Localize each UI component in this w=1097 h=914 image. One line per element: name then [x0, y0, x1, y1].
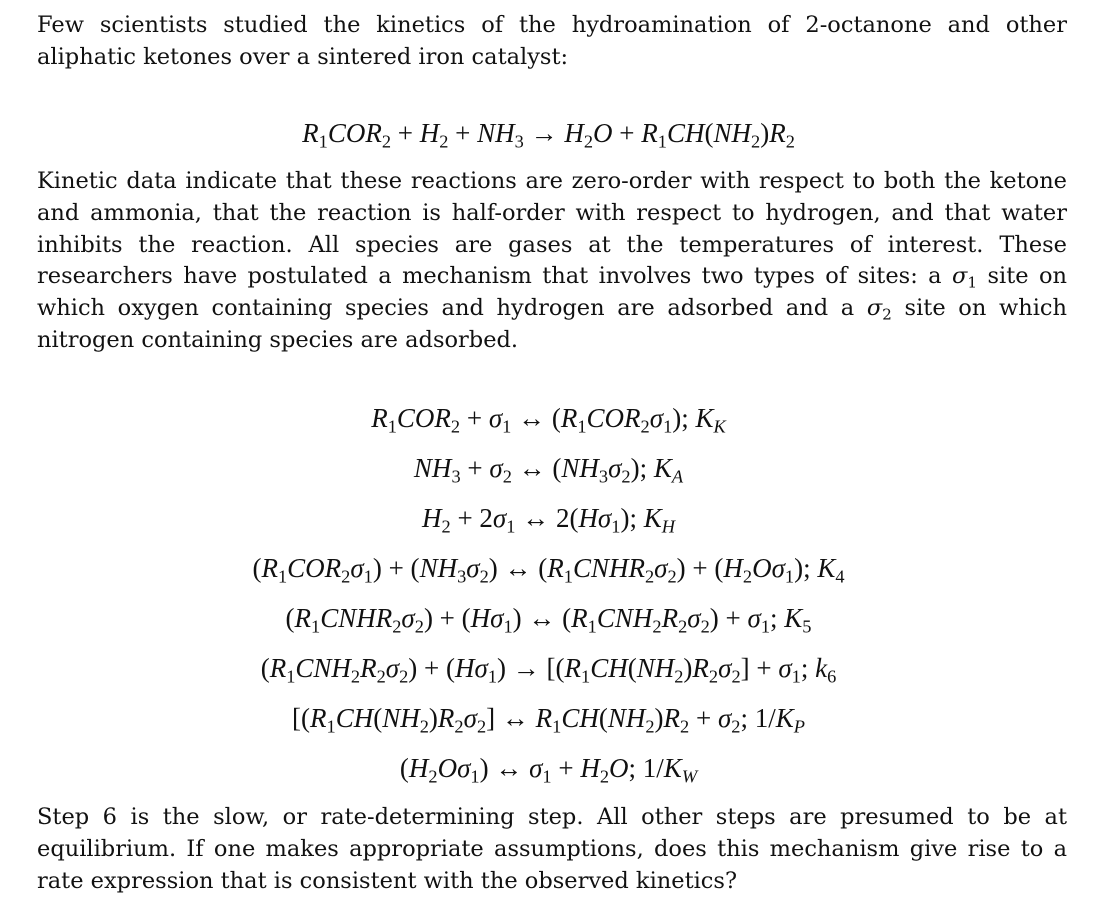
mechanism-step-2: $NH_3 + \sigma_2$ ↔ $(NH_3\sigma_2)$; $K_A$ — [413, 453, 684, 487]
mechanism-step-6: $(R_1CNH_2R_2\sigma_2) + (H\sigma_1) \to [(R_1CH(NH_2)R_2\sigma_2] + \sigma_1$; $k_6$ — [260, 653, 837, 687]
mechanism-step-5: $(R_1CNHR_2\sigma_2) + (H\sigma_1)$ ↔ $(R_1CNH_2R_2\sigma_2) + \sigma_1$; $K_5$ — [285, 603, 812, 637]
kinetics-paragraph: Kinetic data indicate that these reactions are zero-order with respect to both the ketone and ammonia, that the reaction is half-order with respect to hydrogen, and that water inhibits the reaction. All species are gases at the temperatures of interest. These researchers have postulated a mechanism that involves two types of sites: a $\sigma_1$ site on which oxygen containing species and hydrogen are adsorbed and a $\sigma_2$ site on which nitrogen containing species are adsorbed. — [37, 168, 1067, 353]
mechanism-step-4: $(R_1COR_2\sigma_1) + (NH_3\sigma_2)$ ↔ $(R_1CNHR_2\sigma_2) + (H_2O\sigma_1)$; $K_4$ — [252, 553, 845, 587]
question-paragraph: Step 6 is the slow, or rate-determining step. All other steps are presumed to be at equilibrium. If one makes appropriate assumptions, does this mechanism give rise to a rate expression that is consistent with the observed kinetics? — [37, 804, 1067, 894]
mechanism-step-1: $R_1COR_2 + \sigma_1$ ↔ $(R_1COR_2\sigma_1)$; $K_K$ — [371, 403, 726, 437]
mechanism-step-3: $H_2 + 2\sigma_1$ ↔ $2(H\sigma_1)$; $K_H$ — [422, 503, 675, 537]
intro-paragraph: Few scientists studied the kinetics of the hydroamination of 2-octanone and other aliphatic ketones over a sintered iron catalyst: — [37, 12, 1067, 70]
overall-reaction-equation: $R_1COR_2 + H_2 + NH_3 \to H_2O + R_1CH(NH_2)R_2$ — [302, 118, 795, 152]
mechanism-step-7: [$(R_1CH(NH_2)R_2\sigma_2]$ ↔ $R_1CH(NH_2)R_2 + \sigma_2$; $1/K_P$ — [292, 703, 805, 737]
mechanism-step-8: $(H_2O\sigma_1)$ ↔ $\sigma_1 + H_2O$; $1/K_W$ — [399, 753, 698, 787]
